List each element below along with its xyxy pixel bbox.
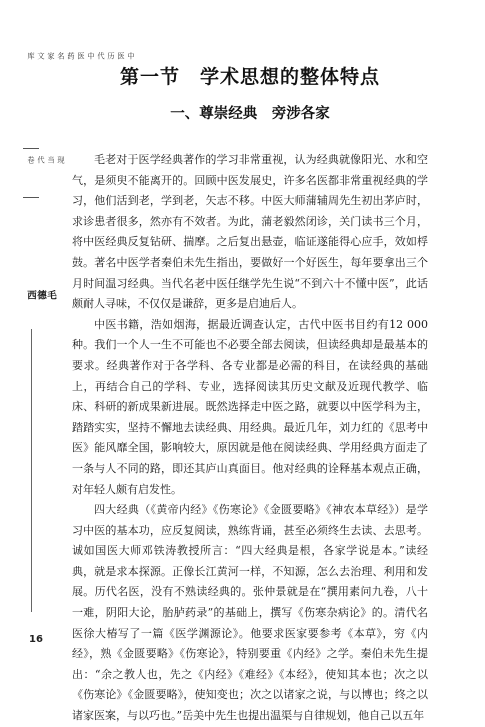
section-title: 一、尊崇经典 旁涉各家 [170, 105, 330, 122]
body-text [72, 150, 428, 727]
paragraph: 毛老对于医学经典著作的学习非常重视，认为经典就像阳光、水和空气，是须臾不能离开的。回顾中医发展史，许多名医都非常重视经典的学习，他们活到老，学到老，矢志不移。中医大师蒲辅周先生初出茅庐时，求诊患者很多，然亦有不效者。为此，蒲老毅然闭诊，关门读书三个月，将中医经典反复钻研、揣摩。之后复出悬壶，临证遂能得心应手，效如桴鼓。著名中医学者秦伯未先生指出，要做好一个好医生，每年要拿出三个月时间温习经典。当代名老中医任继学先生说“不到六十不懂中医”，此话颇耐人寻味，不仅仅是谦辞，更多是启迪后人。 [72, 153, 428, 311]
paragraph: 四大经典（《黄帝内经》《伤寒论》《金匮要略》《神农本草经》）是学习中医的基本功，应反复阅读，熟练背诵，甚至必须终生去读、去思考。诚如国医大师邓铁涛教授所言：“四大经典是根，各家学说是本。”读经典，就是求本探源。正像长江黄河一样，不知源，怎么去治理、利用和发展。历代名医，没有不熟读经典的。张仲景就是在“撰用素问九卷，八十一难，阴阳大论，胎胪药录”的基础上，撰写《伤寒杂病论》的。清代名医徐大椿写了一篇《医学渊源论》。他要求医家要参考《本草》，穷《内经》，熟《金匮要略》《伤寒论》，特别要重《内经》之学。秦伯未先生提出：“余之教人也，先之《内经》《难经》《本经》，使知其本也；次之以《伤寒论》《金匮要略》，使知变也；次之以诸家之说，与以博也；终之以诸家医案，与以巧也。”岳美中先生也提出温渠与自律规划，他自己以五年 [72, 503, 428, 723]
divider [23, 197, 39, 198]
paragraph: 中医书籍，浩如烟海，据最近调查认定，古代中医书目约有12 000种。我们一个人一生不可能也不必要全部去阅读，但读经典却是最基本的要求。经典著作对于各学科、各专业都是必需的科目，在读经典的基础上，再结合自己的学科、专业，选择阅读其历史文献及近现代教学、临床、科研的新成果新进展。既然选择走中医之路，就要以中医学科为主，踏踏实实，坚持不懈地去读经典、用经典。最近几年，刘力红的《思考中医》能风靡全国，影响较大，原因就是他在阅读经典、学用经典方面走了一条与人不同的路，即还其庐山真面目。他对经典的诠释基本观点正确，对年轻人颇有启发性。 [72, 317, 428, 496]
chapter-title: 第一节 学术思想的整体特点 [119, 66, 380, 88]
margin-rule [31, 329, 32, 612]
divider [23, 148, 39, 149]
page-number: 16 [29, 634, 43, 645]
series-title: 中医历代中医药名家文库 [27, 52, 136, 60]
author-name: 毛德西 [25, 290, 56, 302]
subseries-title: 现当代卷 [27, 156, 66, 164]
